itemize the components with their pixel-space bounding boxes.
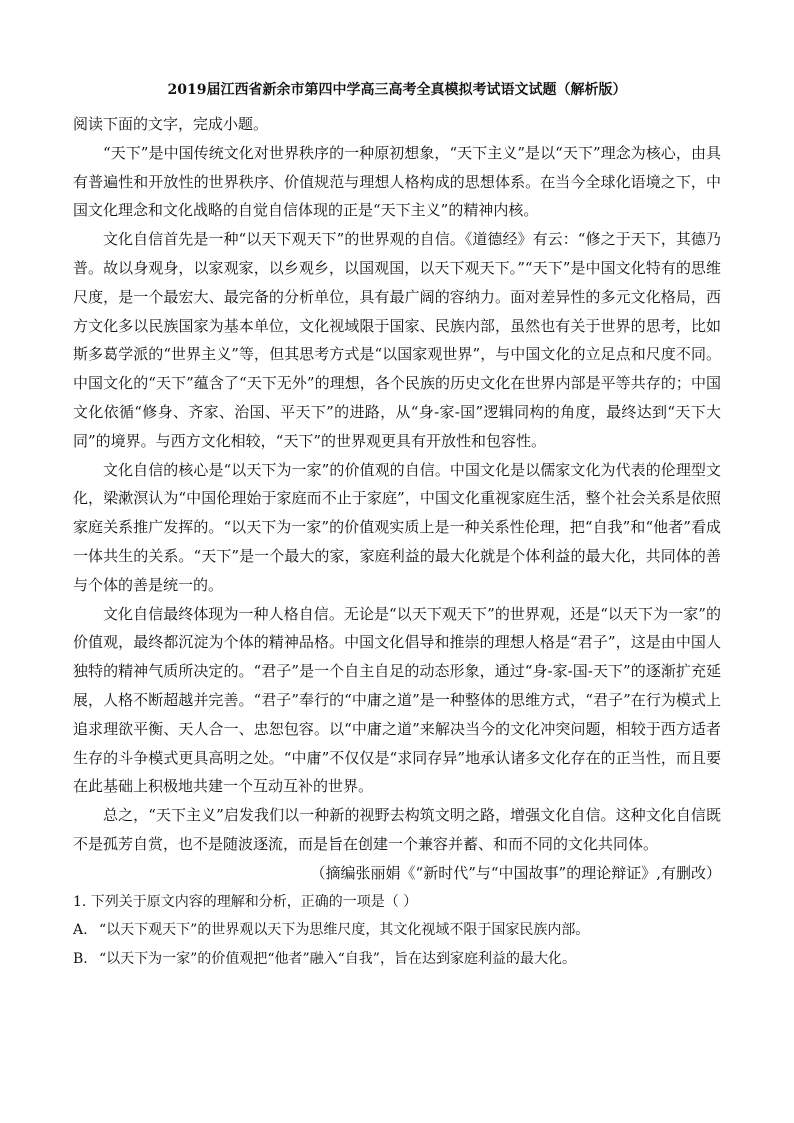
source-citation: （摘编张丽娟《“新时代”与“中国故事”的理论辩证》,有删改） [310,863,721,882]
option-b-text: “以天下为一家”的价值观把“他者”融入“自我”，旨在达到家庭利益的最大化。 [99,951,576,968]
option-a-letter: A. [73,922,88,939]
option-b [73,945,721,974]
paragraph-3: 文化自信的核心是“以天下为一家”的价值观的自信。中国文化是以儒家文化为代表的伦理型文化，梁漱溟认为“中国伦理始于家庭而不止于家庭”，中国文化重视家庭生活，整个社会关系是依照家庭关系推广发挥的。“以天下为一家”的价值观实质上是一种关系性伦理，把“自我”和“他者”看成一体共生的关系。“天下”是一个最大的家，家庭利益的最大化就是个体利益的最大化，共同体的善与个体的善是统一的。 [73,460,721,594]
paragraph-5: 总之，“天下主义”启发我们以一种新的视野去构筑文明之路，增强文化自信。这种文化自信既不是孤芳自赏，也不是随波逐流，而是旨在创建一个兼容并蓄、和而不同的文化共同体。 [73,806,721,853]
option-a [73,916,721,945]
paragraph-4: 文化自信最终体现为一种人格自信。无论是“以天下观天下”的世界观，还是“以天下为一家”的价值观，最终都沉淀为个体的精神品格。中国文化倡导和推崇的理想人格是“君子”，这是由中国人独特的精神气质所决定的。“君子”是一个自主自足的动态形象，通过“身-家-国-天下”的逐渐扩充延展，人格不断超越并完善。“君子”奉行的“中庸之道”是一种整体的思维方式，“君子”在行为模式上追求理欲平衡、天人合一、忠恕包容。以“中庸之道”来解决当今的文化冲突问题，相较于西方适者生存的斗争模式更具高明之处。“中庸”不仅仅是“求同存异”地承认诸多文化存在的正当性，而且要在此基础上积极地共建一个互动互补的世界。 [73,604,721,796]
paragraph-2: 文化自信首先是一种“以天下观天下”的世界观的自信。《道德经》有云：“修之于天下，其德乃普。故以身观身，以家观家，以乡观乡，以国观国，以天下观天下。”“天下”是中国文化特有的思维尺度，是一个最宏大、最完备的分析单位，具有最广阔的容纳力。面对差异性的多元文化格局，西方文化多以民族国家为基本单位，文化视域限于国家、民族内部，虽然也有关于世界的思考，比如斯多葛学派的“世界主义”等，但其思考方式是“以国家观世界”，与中国文化的立足点和尺度不同。中国文化的“天下”蕴含了“天下无外”的理想，各个民族的历史文化在世界内部是平等共存的；中国文化依循“修身、齐家、治国、平天下”的进路，从“身-家-国”逻辑同构的角度，最终达到“天下大同”的境界。与西方文化相较，“天下”的世界观更具有开放性和包容性。 [73,230,721,450]
paragraph-1: “天下”是中国传统文化对世界秩序的一种原初想象，“天下主义”是以“天下”理念为核心，由具有普遍性和开放性的世界秩序、价值规范与理想人格构成的思想体系。在当今全球化语境之下，中国文化理念和文化战略的自觉自信体现的正是“天下主义”的精神内核。 [73,143,721,220]
option-a-text: “以天下观天下”的世界观以天下为思维尺度，其文化视域不限于国家民族内部。 [99,922,590,939]
document-title: 2019届江西省新余市第四中学高三高考全真模拟考试语文试题（解析版） [167,82,627,98]
option-b-letter: B. [73,951,88,968]
document-body [73,110,721,974]
reading-instruction: 阅读下面的文字，完成小题。 [73,115,269,133]
question-1: 1. 下列关于原文内容的理解和分析，正确的一项是（ ） [73,893,418,910]
